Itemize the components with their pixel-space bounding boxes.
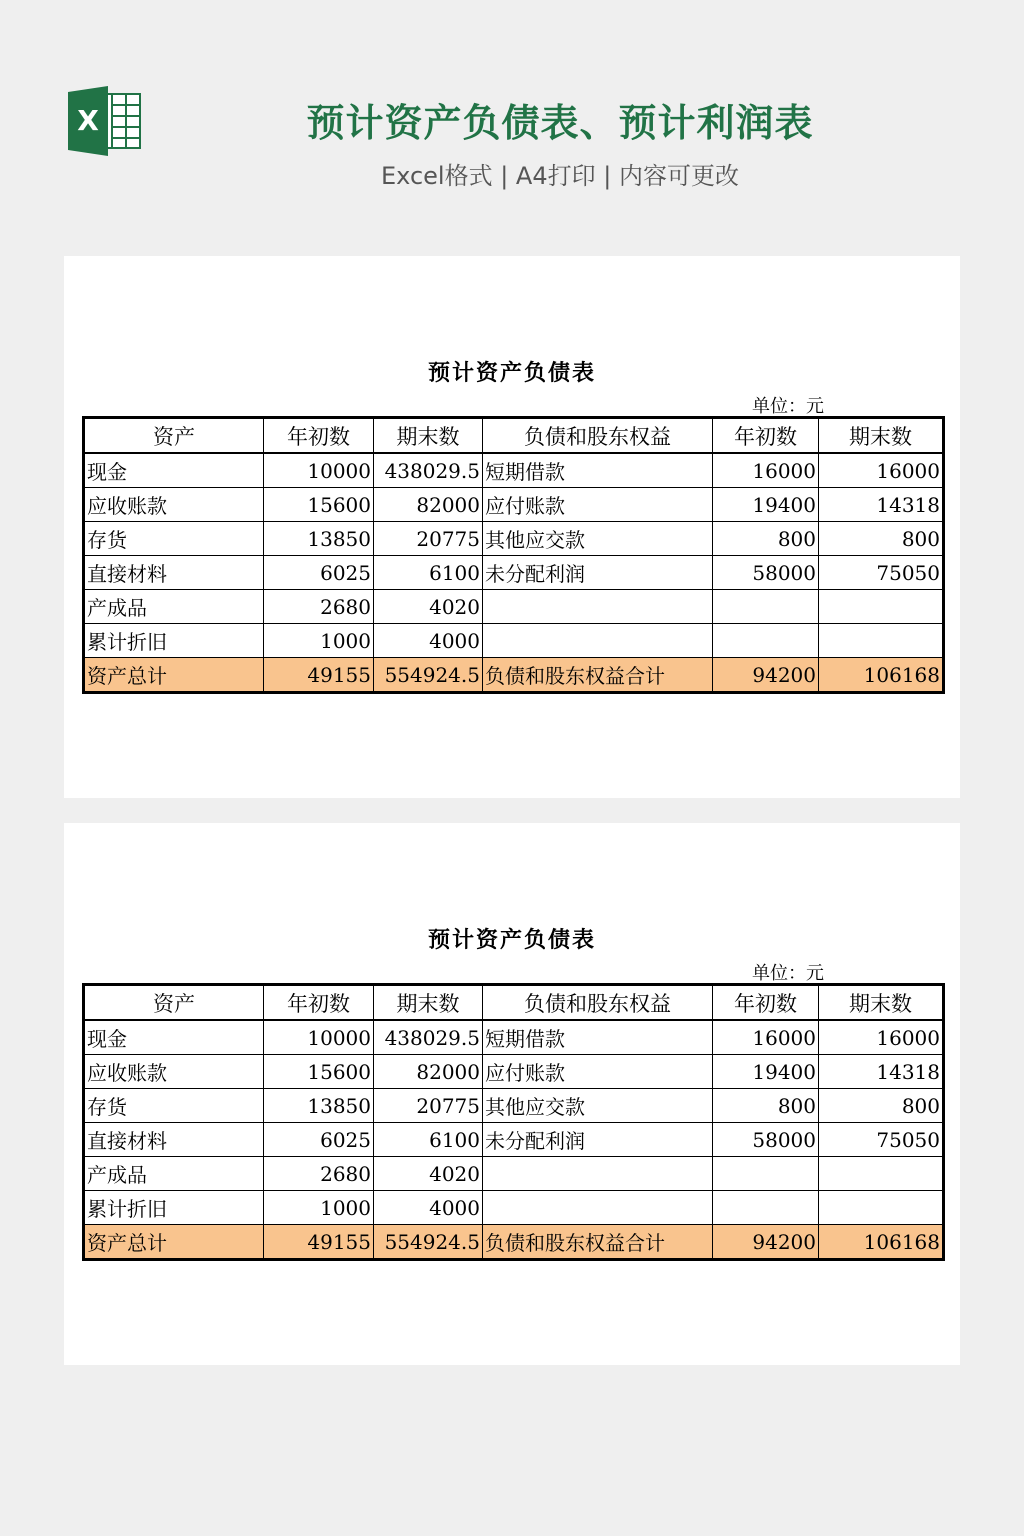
total-value: 49155 [264, 1225, 374, 1260]
column-header: 年初数 [713, 418, 819, 454]
cell-value: 13850 [264, 522, 374, 556]
cell-value: 800 [713, 522, 819, 556]
cell-value [819, 1157, 944, 1191]
table-row [84, 1055, 944, 1089]
table-row [84, 590, 944, 624]
cell-value: 1000 [264, 624, 374, 658]
sheet-title: 预计资产负债表 [427, 927, 596, 953]
total-label: 资产总计 [84, 658, 264, 693]
total-row [84, 658, 944, 693]
table-header-row [84, 418, 944, 454]
cell-value: 58000 [713, 556, 819, 590]
cell-value: 6100 [374, 1123, 483, 1157]
cell-value [713, 624, 819, 658]
table-row [84, 1191, 944, 1225]
total-value: 49155 [264, 658, 374, 693]
svg-text:X: X [77, 104, 99, 137]
sheet-preview-2 [64, 823, 960, 1365]
asset-label: 现金 [84, 453, 264, 488]
cell-value: 438029.5 [374, 453, 483, 488]
table-row [84, 1020, 944, 1055]
cell-value: 16000 [819, 453, 944, 488]
unit-label: 单位：元 [752, 396, 824, 417]
sheet-preview-1 [64, 256, 960, 798]
cell-value: 4000 [374, 624, 483, 658]
table-row [84, 556, 944, 590]
cell-value: 10000 [264, 1020, 374, 1055]
cell-value: 4020 [374, 590, 483, 624]
table-row [84, 453, 944, 488]
table-row [84, 522, 944, 556]
column-header: 期末数 [374, 985, 483, 1021]
total-value: 106168 [819, 658, 944, 693]
asset-label: 现金 [84, 1020, 264, 1055]
column-header: 资产 [84, 418, 264, 454]
table-header-row [84, 985, 944, 1021]
table-row [84, 488, 944, 522]
cell-value: 14318 [819, 1055, 944, 1089]
column-header: 期末数 [819, 418, 944, 454]
total-label: 负债和股东权益合计 [483, 658, 713, 693]
liability-label [483, 1191, 713, 1225]
cell-value: 4020 [374, 1157, 483, 1191]
sheet-title: 预计资产负债表 [427, 360, 596, 386]
cell-value: 82000 [374, 1055, 483, 1089]
cell-value [819, 590, 944, 624]
page-subtitle: Excel格式 | A4打印 | 内容可更改 [381, 162, 739, 190]
liability-label: 应付账款 [483, 1055, 713, 1089]
table-row [84, 1157, 944, 1191]
cell-value: 20775 [374, 1089, 483, 1123]
total-value: 94200 [713, 1225, 819, 1260]
table-row [84, 1089, 944, 1123]
cell-value: 58000 [713, 1123, 819, 1157]
cell-value: 438029.5 [374, 1020, 483, 1055]
liability-label: 未分配利润 [483, 556, 713, 590]
total-value: 94200 [713, 658, 819, 693]
liability-label: 短期借款 [483, 453, 713, 488]
balance-sheet-table [82, 983, 945, 1261]
liability-label [483, 590, 713, 624]
cell-value: 6025 [264, 556, 374, 590]
cell-value: 19400 [713, 1055, 819, 1089]
table-row [84, 1123, 944, 1157]
total-label: 负债和股东权益合计 [483, 1225, 713, 1260]
asset-label: 直接材料 [84, 1123, 264, 1157]
cell-value: 20775 [374, 522, 483, 556]
cell-value: 800 [713, 1089, 819, 1123]
asset-label: 累计折旧 [84, 1191, 264, 1225]
cell-value: 14318 [819, 488, 944, 522]
asset-label: 存货 [84, 522, 264, 556]
cell-value [819, 624, 944, 658]
total-value: 106168 [819, 1225, 944, 1260]
asset-label: 应收账款 [84, 1055, 264, 1089]
unit-label: 单位：元 [752, 963, 824, 984]
cell-value: 4000 [374, 1191, 483, 1225]
cell-value: 2680 [264, 590, 374, 624]
column-header: 期末数 [374, 418, 483, 454]
column-header: 年初数 [713, 985, 819, 1021]
column-header: 负债和股东权益 [483, 418, 713, 454]
cell-value: 800 [819, 522, 944, 556]
cell-value: 75050 [819, 1123, 944, 1157]
total-label: 资产总计 [84, 1225, 264, 1260]
cell-value: 16000 [819, 1020, 944, 1055]
cell-value [713, 1191, 819, 1225]
asset-label: 应收账款 [84, 488, 264, 522]
cell-value [713, 590, 819, 624]
total-row [84, 1225, 944, 1260]
cell-value: 10000 [264, 453, 374, 488]
asset-label: 产成品 [84, 1157, 264, 1191]
column-header: 年初数 [264, 418, 374, 454]
liability-label: 短期借款 [483, 1020, 713, 1055]
column-header: 负债和股东权益 [483, 985, 713, 1021]
liability-label [483, 624, 713, 658]
liability-label: 其他应交款 [483, 1089, 713, 1123]
liability-label: 未分配利润 [483, 1123, 713, 1157]
cell-value: 82000 [374, 488, 483, 522]
excel-logo-icon [68, 86, 142, 156]
cell-value: 800 [819, 1089, 944, 1123]
cell-value: 16000 [713, 453, 819, 488]
cell-value: 16000 [713, 1020, 819, 1055]
column-header: 资产 [84, 985, 264, 1021]
liability-label: 应付账款 [483, 488, 713, 522]
cell-value: 2680 [264, 1157, 374, 1191]
cell-value: 75050 [819, 556, 944, 590]
total-value: 554924.5 [374, 1225, 483, 1260]
cell-value: 15600 [264, 488, 374, 522]
asset-label: 存货 [84, 1089, 264, 1123]
column-header: 期末数 [819, 985, 944, 1021]
liability-label: 其他应交款 [483, 522, 713, 556]
cell-value: 13850 [264, 1089, 374, 1123]
page-title: 预计资产负债表、预计利润表 [306, 101, 814, 145]
table-row [84, 624, 944, 658]
cell-value [713, 1157, 819, 1191]
balance-sheet-table [82, 416, 945, 694]
cell-value: 6100 [374, 556, 483, 590]
total-value: 554924.5 [374, 658, 483, 693]
cell-value: 19400 [713, 488, 819, 522]
liability-label [483, 1157, 713, 1191]
cell-value: 1000 [264, 1191, 374, 1225]
column-header: 年初数 [264, 985, 374, 1021]
page-header [0, 0, 1024, 230]
asset-label: 直接材料 [84, 556, 264, 590]
cell-value: 6025 [264, 1123, 374, 1157]
asset-label: 累计折旧 [84, 624, 264, 658]
asset-label: 产成品 [84, 590, 264, 624]
cell-value [819, 1191, 944, 1225]
cell-value: 15600 [264, 1055, 374, 1089]
